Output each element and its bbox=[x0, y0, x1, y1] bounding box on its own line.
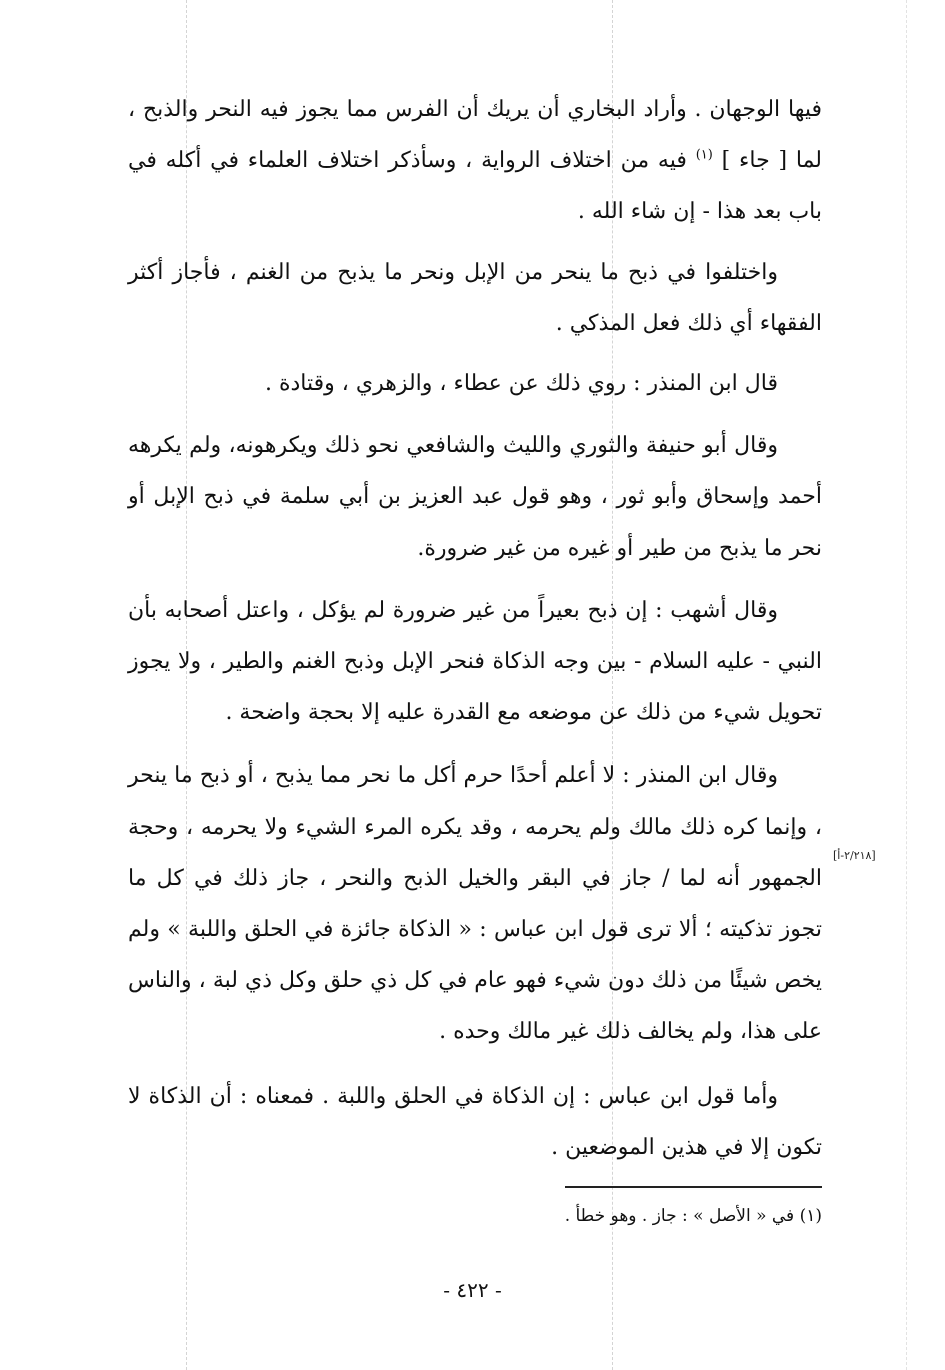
paragraph bbox=[128, 585, 822, 739]
paragraph bbox=[128, 1071, 822, 1173]
manuscript-margin-reference: [٢/٢١٨-أ] bbox=[833, 849, 876, 862]
paragraph-text: فيه من اختلاف الرواية ، وسأذكر اختلاف العلماء في أكله في باب بعد هذا - إن شاء الله . bbox=[128, 148, 822, 225]
paragraph bbox=[128, 358, 822, 409]
paragraph bbox=[128, 750, 822, 1057]
paragraph-text: قال ابن المنذر : روي ذلك عن عطاء ، والزهري ، وقتادة . bbox=[264, 371, 778, 397]
paragraph-text: فيها الوجهان . وأراد البخاري أن يريك أن الفرس مما يجوز فيه النحر والذبح ، لما [ جاء ] bbox=[128, 97, 823, 174]
footnote-marker: (١) bbox=[695, 147, 713, 163]
scan-fold-line bbox=[906, 0, 907, 1370]
paragraph-text: واختلفوا في ذبح ما ينحر من الإبل ونحر ما يذبح من الغنم ، فأجاز أكثر الفقهاء أي ذلك فعل المذكي . bbox=[128, 259, 822, 336]
paragraph-text: وقال أشهب : إن ذبح بعيراً من غير ضرورة لم يؤكل ، واعتل أصحابه بأن النبي - عليه السلام - بين وجه الذكاة فنحر الإبل وذبح الغنم والطير ، ولا يجوز تحويل شيء من ذلك عن موضعه مع القدرة عليه إلا بحجة واضحة . bbox=[128, 597, 822, 726]
page-number: - ٤٢٢ - bbox=[443, 1278, 502, 1302]
paragraph bbox=[128, 420, 822, 574]
footnote: (١) في « الأصل » : جاز . وهو خطأ . bbox=[564, 1206, 822, 1226]
paragraph-text: وقال أبو حنيفة والثوري والليث والشافعي نحو ذلك ويكرهونه، ولم يكرهه أحمد وإسحاق وأبو ثور ، وهو قول عبد العزيز بن أبي سلمة في ذبح الإبل أو نحر ما يذبح من طير أو غيره من غير ضرورة. bbox=[128, 433, 822, 561]
footnote-separator bbox=[565, 1186, 822, 1188]
paragraph bbox=[128, 84, 822, 238]
paragraph-text: وأما قول ابن عباس : إن الذكاة في الحلق واللبة . فمعناه : أن الذكاة لا تكون إلا في هذين الموضعين . bbox=[128, 1083, 822, 1160]
paragraph-text: وقال ابن المنذر : لا أعلم أحدًا حرم أكل ما نحر مما يذبح ، أو ذبح ما ينحر ، وإنما كره ذلك مالك ولم يحرمه ، وقد يكره المرء الشيء ولا يحرمه ، وحجة الجمهور أنه لما / جاز في البقر والخيل الذبح والنحر ، جاز ذلك في كل ما تجوز تذكيته ؛ ألا ترى قول ابن عباس : « الذكاة جائزة في الحلق واللبة » ولم يخص شيئًا من ذلك دون شيء فهو عام في كل ذي حلق وكل ذي لبة ، والناس على هذا، ولم يخالف ذلك غير مالك وحده . bbox=[128, 763, 822, 1045]
paragraph bbox=[128, 247, 822, 349]
main-text bbox=[128, 84, 822, 1186]
